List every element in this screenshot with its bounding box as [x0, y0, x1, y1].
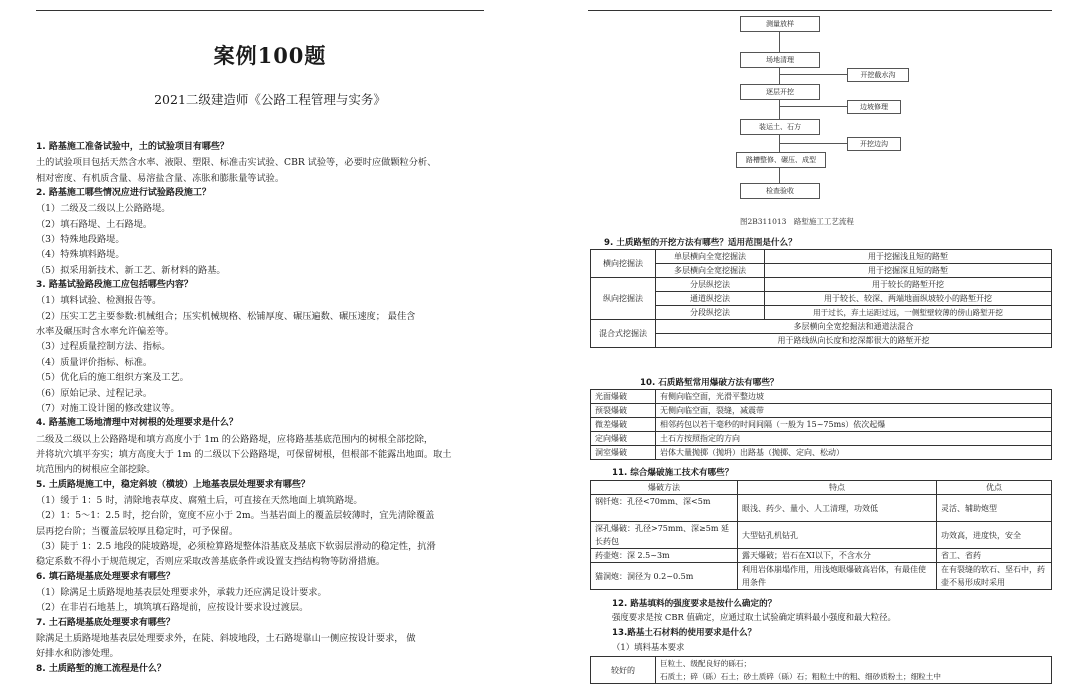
table-cell: 用于较长、较深、两端地面纵坡较小的路堑开挖	[765, 292, 1052, 306]
table-cell: 用于较长的路堑开挖	[765, 278, 1052, 292]
answer-line: （3）特殊地段路堤。	[36, 234, 125, 246]
answer-line: （5）拟采用新技术、新工艺、新材料的路基。	[36, 264, 226, 276]
table-cell: 露天爆破；岩石在XI以下，不含水分	[738, 549, 937, 563]
table-header-row	[591, 481, 1052, 495]
question-heading: 7. 土石路堤基底处理要求有哪些？	[36, 617, 175, 628]
table-cell: 在有裂缝的软石、坚石中，药壶不易形成时采用	[937, 563, 1052, 590]
table-row	[591, 549, 1052, 563]
flow-step: 装运土、石方	[740, 119, 820, 135]
table-cell: 功效高，进度快，安全	[937, 522, 1052, 549]
table-cell: 纵向挖掘法	[591, 278, 656, 320]
table-cell: 用于路线纵向长度和挖深都很大的路堑开挖	[656, 334, 1052, 348]
question-heading: 11. 综合爆破施工技术有哪些？	[612, 468, 734, 478]
column-header: 特点	[738, 481, 937, 495]
question-heading: 3. 路基试验路段施工应包括哪些内容？	[36, 280, 193, 291]
table-row	[591, 320, 1052, 334]
combined-blasting-table	[590, 480, 1052, 590]
sub-heading: （1）填料基本要求	[612, 642, 685, 652]
table-cell: 无侧向临空面，裂缝，减震带	[656, 404, 1052, 418]
answer-line: 好排水和防渗处理。	[36, 648, 119, 660]
table-cell: 较好的	[591, 657, 656, 684]
table-row	[591, 278, 1052, 292]
answer-line: （1）除满足土质路堤地基表层处理要求外，承载力还应满足设计要求。	[36, 586, 327, 598]
table-row	[591, 495, 1052, 522]
flow-step: 路槽整修、碾压、成型	[736, 152, 826, 168]
blasting-methods-table	[590, 389, 1052, 460]
table-row	[591, 657, 1052, 684]
question-heading: 13.路基土石材料的使用要求是什么？	[612, 628, 757, 638]
answer-line: （2）填石路堤、土石路堤。	[36, 218, 153, 230]
question-heading: 9. 土质路堑的开挖方法有哪些？适用范围是什么？	[604, 238, 797, 248]
flow-side-step: 开挖边沟	[847, 137, 901, 151]
table-cell: 有侧向临空面，光滑平整边坡	[656, 390, 1052, 404]
question-heading: 4. 路基施工场地清理中对树根的处理要求是什么？	[36, 418, 238, 429]
table-row	[591, 264, 1052, 278]
answer-line: （7）对施工设计图的修改建议等。	[36, 402, 180, 414]
question-heading: 8. 土质路堑的施工流程是什么？	[36, 663, 166, 674]
answer-line: 水率及碾压时含水率允许偏差等。	[36, 326, 174, 338]
table-cell: 用于过长，弃土运距过远，一侧堑壁较薄的傍山路堑开挖	[765, 306, 1052, 320]
answer-line: （4）特殊填料路堤。	[36, 249, 125, 261]
table-cell: 钢钎炮：孔径<70mm、深<5m	[591, 495, 738, 522]
table-cell: 猫洞炮：洞径为 0.2~0.5m	[591, 563, 738, 590]
table-cell: 分段纵挖法	[656, 306, 765, 320]
table-cell: 大型钻孔机钻孔	[738, 522, 937, 549]
table-cell: 光面爆破	[591, 390, 656, 404]
answer-line: （2）1：5～1：2.5 时，挖台阶，宽度不应小于 2m。当基岩面上的覆盖层较薄时，宜先清除覆盖	[36, 510, 435, 522]
answer-line: 层再挖台阶；当覆盖层较厚且稳定时，可予保留。	[36, 525, 239, 537]
table-cell: 药壶炮：深 2.5~3m	[591, 549, 738, 563]
answer-line: 相对密度、有机质含量、易溶盐含量、冻胀和膨胀量等试验。	[36, 172, 285, 184]
answer-line: 土的试验项目包括天然含水率、液限、塑限、标准击实试验、CBR 试验等，必要时应做颗粒分析、	[36, 157, 437, 169]
table-cell: 眼浅、药少、量小、人工清理，功效低	[738, 495, 937, 522]
answer-line: 二级及二级以上公路路堤和填方高度小于 1m 的公路路堤，应将路基基底范围内的树根全部挖除，	[36, 433, 434, 445]
table-row	[591, 390, 1052, 404]
table-row	[591, 250, 1052, 264]
answer-line: （1）缓于 1：5 时，清除地表草皮、腐殖土后，可直接在天然地面上填筑路堤。	[36, 494, 363, 506]
answer-line: 并将坑穴填平夯实；填方高度大于 1m 的二级以下公路路堤，可保留树根，但根部不能露出地面。取土	[36, 448, 452, 460]
answer-line: （1）二级及二级以上公路路堤。	[36, 203, 171, 215]
question-heading: 12. 路基填料的强度要求是按什么确定的？	[612, 599, 777, 609]
flow-step: 测量放样	[740, 16, 820, 32]
answer-line: 稳定系数不得小于规范规定，否则应采取改善基底条件或设置支挡结构物等防滑措施。	[36, 556, 386, 568]
table-row	[591, 306, 1052, 320]
answer-line: 除满足土质路堤地基表层处理要求外，在陡、斜坡地段，土石路堤靠山一侧应按设计要求， 做	[36, 633, 416, 644]
excavation-methods-table	[590, 249, 1052, 348]
flow-step: 逐层开挖	[740, 84, 820, 100]
table-row	[591, 432, 1052, 446]
flow-step: 场地清理	[740, 52, 820, 68]
document-title: 案例100题	[213, 43, 327, 68]
answer-line: （6）原始记录、过程记录。	[36, 387, 153, 399]
fill-materials-table	[590, 656, 1052, 684]
flow-side-step: 开挖截水沟	[847, 68, 909, 82]
table-cell: 多层横向全宽挖掘法	[656, 264, 765, 278]
table-row	[591, 334, 1052, 348]
column-header: 优点	[937, 481, 1052, 495]
table-cell: 横向挖掘法	[591, 250, 656, 278]
table-cell: 混合式挖掘法	[591, 320, 656, 348]
answer-line: （2）在非岩石地基上，填筑填石路堤前，应按设计要求设过渡层。	[36, 602, 309, 614]
document-subtitle: 2021二级建造师《公路工程管理与实务》	[154, 92, 386, 107]
table-cell: 灵活、辅助炮型	[937, 495, 1052, 522]
table-row	[591, 418, 1052, 432]
table-cell: 利用岩体崩塌作用，用浅炮眼爆破高岩体，有最佳使用条件	[738, 563, 937, 590]
table-cell: 多层横向全宽挖掘法和通道法混合	[656, 320, 1052, 334]
left-content	[36, 140, 484, 677]
answer-line: （3）陡于 1：2.5 地段的陡坡路堤，必须检算路堤整体沿基底及基底下软弱层滑动的稳定性，抗滑	[36, 540, 436, 552]
table-cell: 预裂爆破	[591, 404, 656, 418]
answer-line: （5）优化后的施工组织方案及工艺。	[36, 372, 189, 384]
column-header: 爆破方法	[591, 481, 738, 495]
question-heading: 5. 土质路堤施工中，稳定斜坡（横坡）上地基表层处理要求有哪些？	[36, 479, 310, 490]
flowchart-caption: 图2B311013 路堑施工工艺流程	[740, 217, 854, 226]
right-page	[540, 0, 1080, 698]
table-row	[591, 292, 1052, 306]
table-cell: 深孔爆破：孔径>75mm、深≥5m 延长药包	[591, 522, 738, 549]
table-row	[591, 522, 1052, 549]
table-cell: 单层横向全宽挖掘法	[656, 250, 765, 264]
answer-line: （3）过程质量控制方法、指标。	[36, 341, 171, 353]
question-heading: 6. 填石路堤基底处理要求有哪些？	[36, 571, 175, 582]
flowchart	[540, 0, 1080, 240]
table-cell: 用于挖掘浅且短的路堑	[765, 250, 1052, 264]
table-cell	[656, 657, 1052, 684]
table-cell: 用于挖掘深且短的路堑	[765, 264, 1052, 278]
cell-line: 石质土；碎（砾）石土；砂土质碎（砾）石；粗粒土中的粗、细砂质粉土；细粒土中	[660, 672, 941, 681]
table-cell: 相邻药包以若干毫秒的时间间隔（一般为 15~75ms）依次起爆	[656, 418, 1052, 432]
answer-line: 坑范围内的树根应全部挖除。	[36, 464, 156, 476]
table-cell: 省工、省药	[937, 549, 1052, 563]
table-cell: 土石方按照指定的方向	[656, 432, 1052, 446]
question-heading: 2. 路基施工哪些情况应进行试验路段施工？	[36, 188, 211, 199]
answer-line: （2）压实工艺主要参数:机械组合；压实机械规格、松铺厚度、碾压遍数、碾压速度； 最佳含	[36, 310, 416, 322]
answer-text: 强度要求是按 CBR 值确定，应通过取土试验确定填料最小强度和最大粒径。	[612, 612, 896, 622]
cell-line: 巨粒土、级配良好的砾石；	[660, 659, 752, 668]
table-cell: 岩体大量抛掷（抛坍）出路基（抛掷、定向、松动）	[656, 446, 1052, 460]
question-heading: 1. 路基施工准备试验中，土的试验项目有哪些？	[36, 142, 229, 152]
answer-line: （4）质量评价指标、标准。	[36, 356, 153, 368]
table-cell: 分层纵挖法	[656, 278, 765, 292]
flow-step: 检查验收	[740, 183, 820, 199]
table-row	[591, 446, 1052, 460]
table-cell: 定向爆破	[591, 432, 656, 446]
table-cell: 洞室爆破	[591, 446, 656, 460]
table-cell: 通道纵挖法	[656, 292, 765, 306]
table-row	[591, 404, 1052, 418]
answer-line: （1）填料试验、检测报告等。	[36, 295, 162, 307]
question-heading: 10. 石质路堑常用爆破方法有哪些？	[640, 378, 779, 388]
table-row	[591, 563, 1052, 590]
top-rule	[36, 10, 484, 11]
flow-side-step: 边坡修理	[847, 100, 901, 114]
table-cell: 微差爆破	[591, 418, 656, 432]
